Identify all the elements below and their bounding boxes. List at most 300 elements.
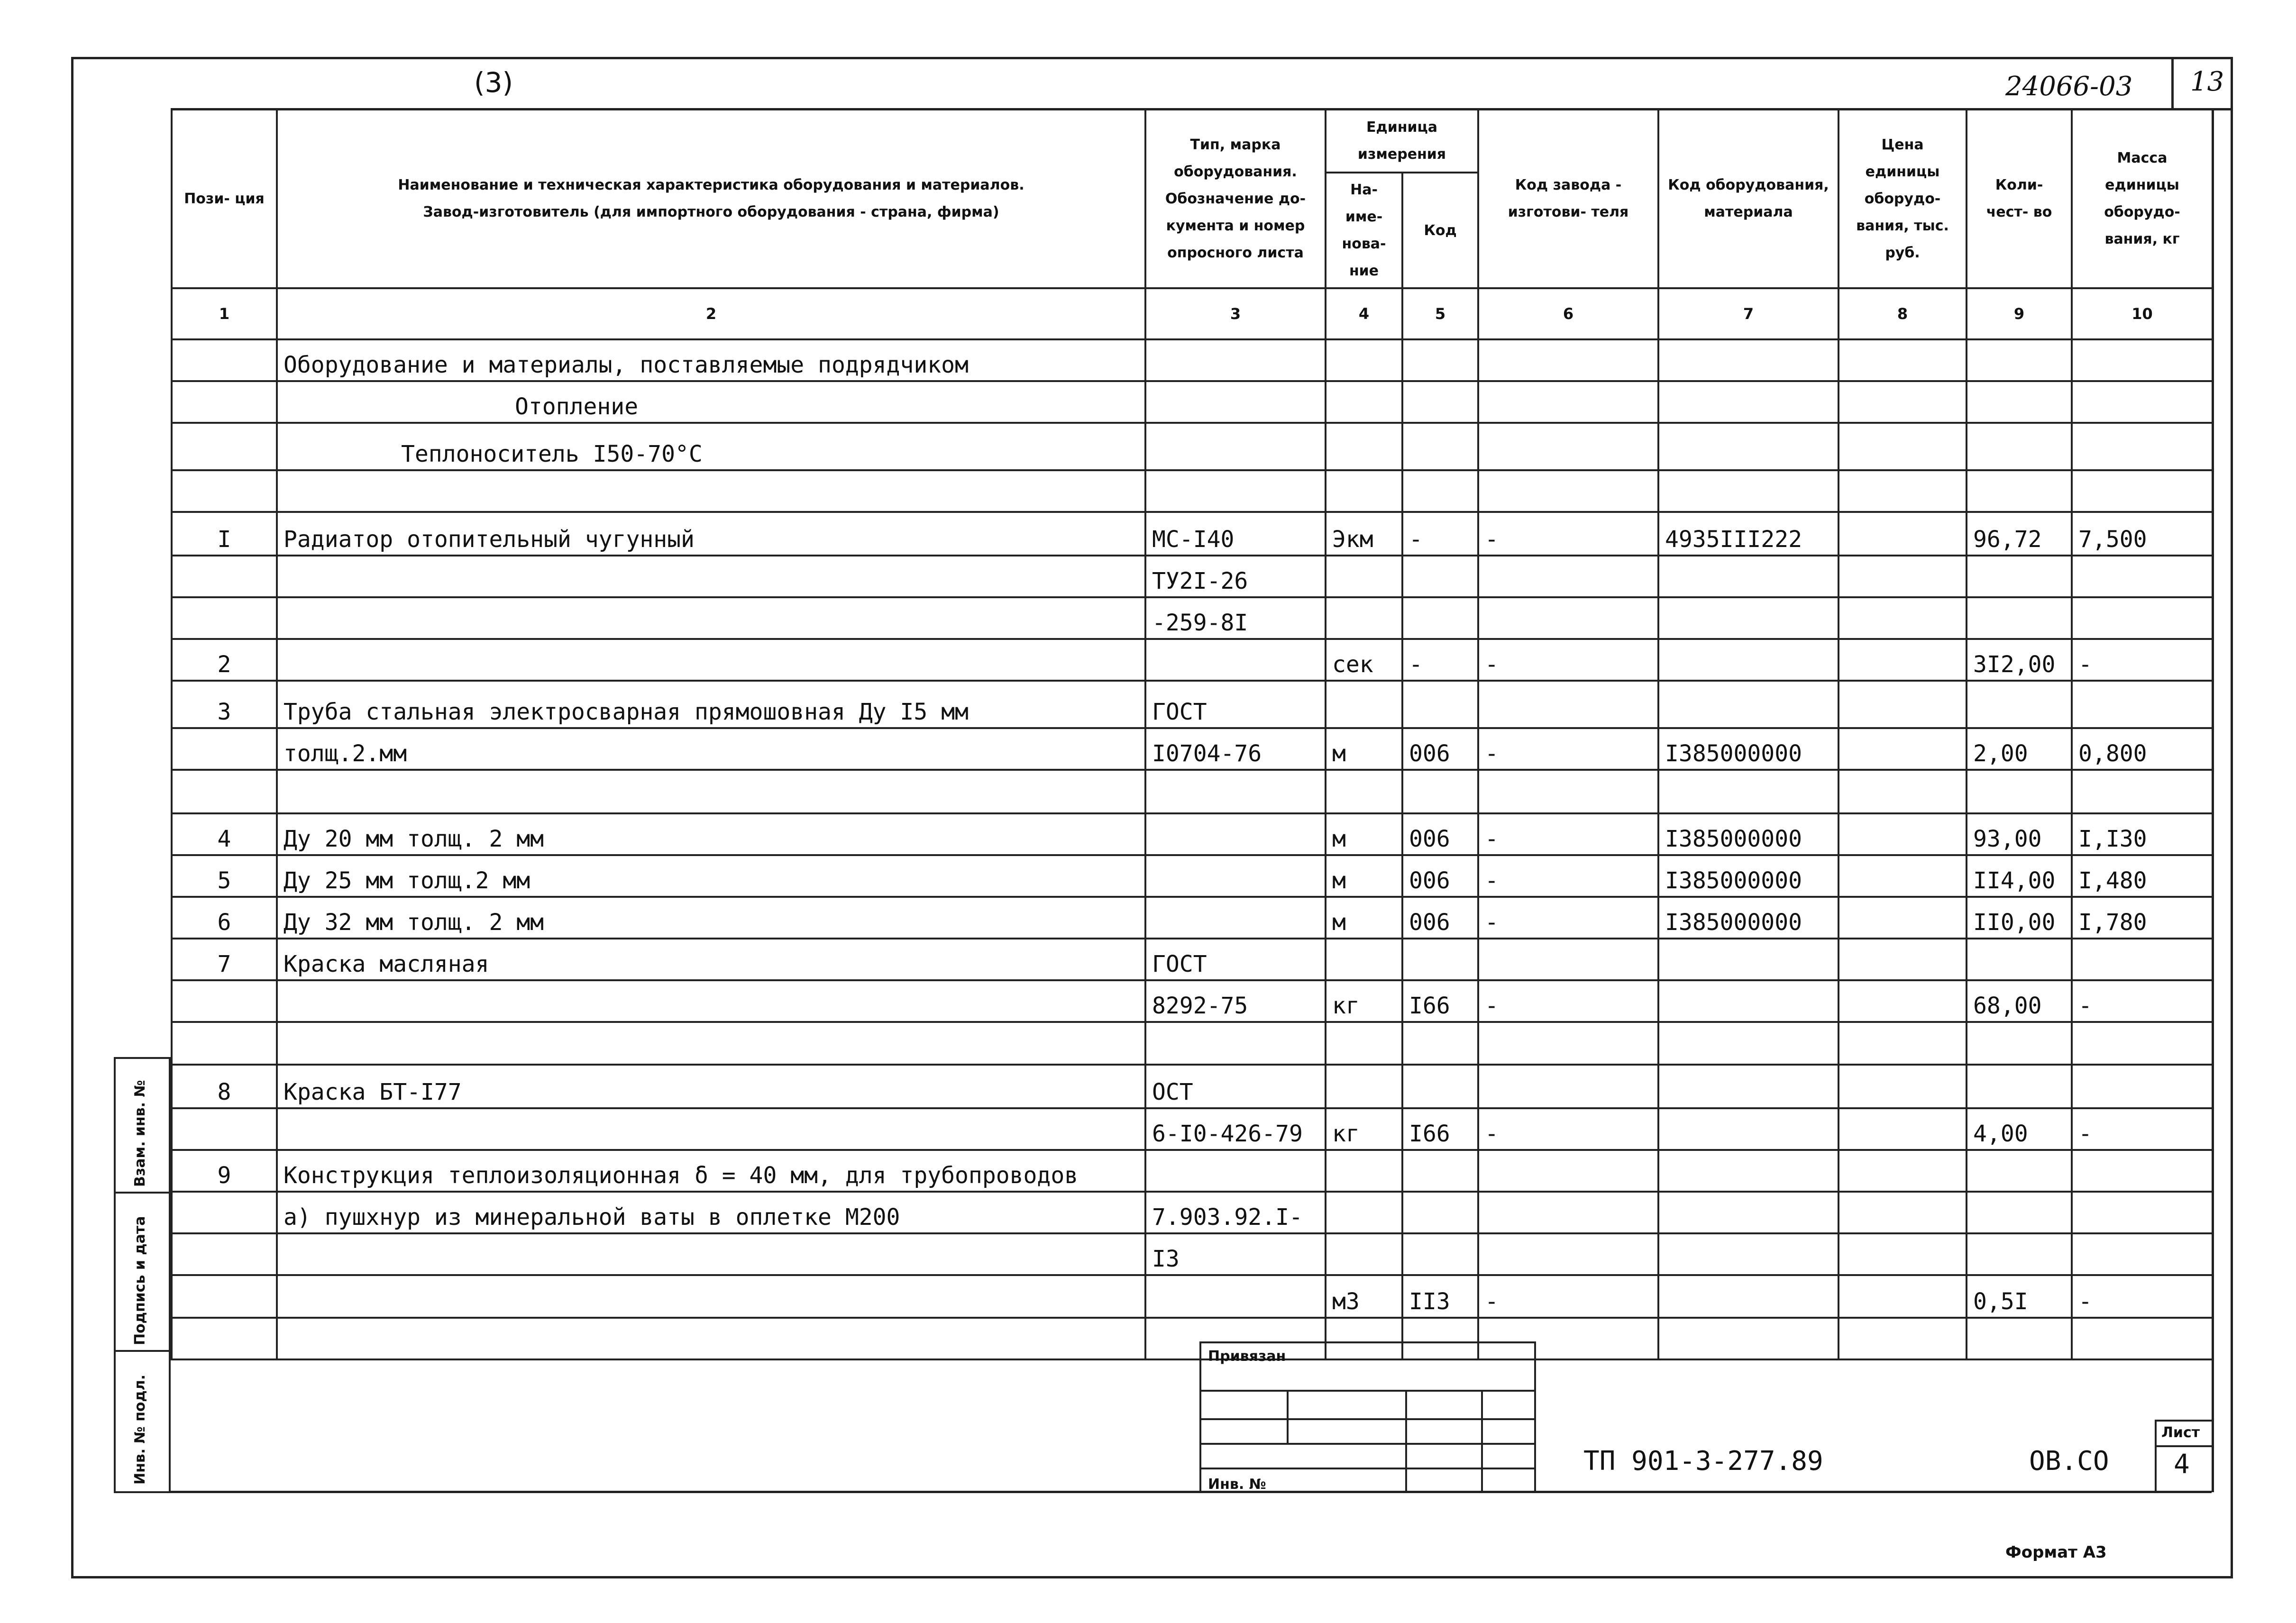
table-cell: II4,00 bbox=[1967, 855, 2072, 897]
table-cell bbox=[1326, 597, 1402, 639]
table-cell: 2,00 bbox=[1967, 728, 2072, 770]
table-cell bbox=[1658, 381, 1839, 423]
table-row bbox=[172, 1150, 2213, 1192]
table-cell bbox=[277, 1318, 1145, 1359]
table-cell: Теплоноситель I50-70°C bbox=[277, 423, 1145, 470]
table-cell: м bbox=[1326, 813, 1402, 855]
table-cell bbox=[2072, 770, 2213, 813]
table-cell: Ду 20 мм толщ. 2 мм bbox=[277, 813, 1145, 855]
table-cell bbox=[1326, 381, 1402, 423]
table-cell: - bbox=[1478, 1108, 1658, 1150]
table-cell bbox=[1402, 381, 1478, 423]
table-cell bbox=[1658, 770, 1839, 813]
table-cell: 0,800 bbox=[2072, 728, 2213, 770]
table-cell: Конструкция теплоизоляционная δ = 40 мм, для трубопроводов bbox=[277, 1150, 1145, 1192]
table-cell: I,I30 bbox=[2072, 813, 2213, 855]
table-cell bbox=[1478, 1233, 1658, 1275]
table-cell bbox=[1402, 1150, 1478, 1192]
table-row bbox=[172, 1318, 2213, 1359]
table-cell bbox=[2072, 681, 2213, 728]
table-cell bbox=[277, 1022, 1145, 1065]
table-cell: м bbox=[1326, 897, 1402, 939]
table-cell: 006 bbox=[1402, 728, 1478, 770]
table-row bbox=[172, 1233, 2213, 1275]
stamp-line bbox=[1201, 1468, 1534, 1469]
column-number: 4 bbox=[1326, 288, 1402, 339]
table-cell bbox=[1478, 556, 1658, 597]
table-cell bbox=[1326, 1233, 1402, 1275]
table-row bbox=[172, 1065, 2213, 1108]
table-cell bbox=[172, 381, 277, 423]
table-cell bbox=[1839, 1233, 1967, 1275]
table-cell: - bbox=[2072, 639, 2213, 681]
table-cell bbox=[172, 1233, 277, 1275]
table-cell: I66 bbox=[1402, 980, 1478, 1022]
table-cell bbox=[1326, 339, 1402, 381]
stamp-divider bbox=[1287, 1390, 1289, 1444]
table-cell bbox=[1145, 897, 1326, 939]
table-cell: - bbox=[1402, 512, 1478, 556]
table-cell bbox=[1658, 980, 1839, 1022]
table-cell: 93,00 bbox=[1967, 813, 2072, 855]
table-cell bbox=[172, 423, 277, 470]
table-cell bbox=[172, 1318, 277, 1359]
table-cell: -259-8I bbox=[1145, 597, 1326, 639]
table-cell: 3I2,00 bbox=[1967, 639, 2072, 681]
table-row bbox=[172, 556, 2213, 597]
table-cell bbox=[172, 470, 277, 512]
table-cell bbox=[1839, 1108, 1967, 1150]
table-cell bbox=[172, 1108, 277, 1150]
table-cell: Ду 25 мм толщ.2 мм bbox=[277, 855, 1145, 897]
col-header-type: Тип, марка оборудования. Обозначение до- кумента и номер опросного листа bbox=[1145, 109, 1326, 288]
table-cell bbox=[1967, 339, 2072, 381]
table-cell bbox=[1967, 1150, 2072, 1192]
table-cell bbox=[172, 1192, 277, 1233]
col-header-mass: Масса единицы оборудо- вания, кг bbox=[2072, 109, 2213, 288]
table-row bbox=[172, 681, 2213, 728]
table-row bbox=[172, 1192, 2213, 1233]
table-cell bbox=[1478, 939, 1658, 980]
table-cell: 9 bbox=[172, 1150, 277, 1192]
table-cell: I385000000 bbox=[1658, 855, 1839, 897]
table-row bbox=[172, 813, 2213, 855]
column-number: 1 bbox=[172, 288, 277, 339]
table-cell bbox=[1839, 770, 1967, 813]
col-header-equipment-code: Код оборудования, материала bbox=[1658, 109, 1839, 288]
table-cell bbox=[1402, 1065, 1478, 1108]
table-cell bbox=[277, 1108, 1145, 1150]
table-cell bbox=[1326, 1192, 1402, 1233]
table-cell: I,480 bbox=[2072, 855, 2213, 897]
table-cell: 3 bbox=[172, 681, 277, 728]
col-header-unit-code: Код bbox=[1402, 173, 1478, 288]
table-cell: ТУ2I-26 bbox=[1145, 556, 1326, 597]
table-cell bbox=[1478, 681, 1658, 728]
table-row bbox=[172, 939, 2213, 980]
column-number-row bbox=[172, 288, 2213, 339]
column-number: 9 bbox=[1967, 288, 2072, 339]
table-row bbox=[172, 728, 2213, 770]
table-cell bbox=[1478, 1150, 1658, 1192]
table-cell bbox=[2072, 339, 2213, 381]
table-cell bbox=[277, 470, 1145, 512]
table-cell bbox=[1326, 556, 1402, 597]
table-cell bbox=[1839, 381, 1967, 423]
table-cell bbox=[2072, 381, 2213, 423]
table-cell bbox=[1326, 1065, 1402, 1108]
sheet-number-box bbox=[2155, 1420, 2212, 1491]
table-cell bbox=[1402, 339, 1478, 381]
col-header-unit-name: На- име- нова- ние bbox=[1326, 173, 1402, 288]
table-cell: I,780 bbox=[2072, 897, 2213, 939]
table-cell: - bbox=[1478, 897, 1658, 939]
col-header-position: Пози- ция bbox=[172, 109, 277, 288]
table-cell bbox=[1967, 1022, 2072, 1065]
table-cell bbox=[1402, 770, 1478, 813]
table-cell bbox=[1326, 681, 1402, 728]
table-cell bbox=[1839, 339, 1967, 381]
stamp-bottom-line bbox=[171, 1491, 2212, 1493]
stamp-line bbox=[1201, 1418, 1534, 1420]
table-cell: МС-I40 bbox=[1145, 512, 1326, 556]
table-cell bbox=[1326, 470, 1402, 512]
archive-number: 24066-03 bbox=[2005, 71, 2133, 102]
stamp-divider bbox=[1405, 1390, 1407, 1492]
table-cell: ГОСТ bbox=[1145, 939, 1326, 980]
table-cell: - bbox=[2072, 1108, 2213, 1150]
table-cell bbox=[277, 1233, 1145, 1275]
document-code: ТП 901-3-277.89 bbox=[1583, 1446, 1823, 1477]
table-cell: II3 bbox=[1402, 1275, 1478, 1318]
table-cell bbox=[1478, 597, 1658, 639]
table-cell bbox=[1658, 556, 1839, 597]
table-cell: толщ.2.мм bbox=[277, 728, 1145, 770]
table-cell: Радиатор отопительный чугунный bbox=[277, 512, 1145, 556]
table-cell bbox=[1145, 770, 1326, 813]
stamp-line bbox=[1201, 1390, 1534, 1392]
table-cell: Экм bbox=[1326, 512, 1402, 556]
table-cell: м bbox=[1326, 855, 1402, 897]
table-cell bbox=[1967, 939, 2072, 980]
table-cell bbox=[1839, 423, 1967, 470]
table-cell bbox=[1402, 423, 1478, 470]
table-cell bbox=[1145, 423, 1326, 470]
table-cell bbox=[1967, 1065, 2072, 1108]
table-cell bbox=[1326, 939, 1402, 980]
table-cell bbox=[1839, 855, 1967, 897]
table-cell: 4,00 bbox=[1967, 1108, 2072, 1150]
table-cell bbox=[1839, 556, 1967, 597]
table-cell bbox=[1658, 681, 1839, 728]
table-cell bbox=[1839, 897, 1967, 939]
table-cell bbox=[172, 728, 277, 770]
table-cell: Оборудование и материалы, поставляемые подрядчиком bbox=[277, 339, 1145, 381]
table-cell bbox=[2072, 939, 2213, 980]
col-header-name-line1: Наименование и техническая характеристика оборудования и материалов. bbox=[398, 177, 1025, 193]
table-cell bbox=[1478, 423, 1658, 470]
table-cell bbox=[2072, 1150, 2213, 1192]
table-cell bbox=[2072, 470, 2213, 512]
table-cell bbox=[1145, 639, 1326, 681]
table-cell bbox=[1967, 1233, 2072, 1275]
table-cell: 6-I0-426-79 bbox=[1145, 1108, 1326, 1150]
table-cell bbox=[1402, 681, 1478, 728]
side-cell-replaced-inv bbox=[116, 1059, 169, 1194]
page-marker: (3) bbox=[474, 66, 513, 99]
table-cell: - bbox=[1478, 512, 1658, 556]
table-cell bbox=[1839, 1150, 1967, 1192]
table-cell: I3 bbox=[1145, 1233, 1326, 1275]
table-cell bbox=[1145, 381, 1326, 423]
table-row bbox=[172, 597, 2213, 639]
table-cell bbox=[172, 1022, 277, 1065]
side-label-replaced-inv: Взам. инв. № bbox=[132, 1080, 148, 1187]
table-cell bbox=[1839, 681, 1967, 728]
table-cell: - bbox=[2072, 980, 2213, 1022]
table-cell bbox=[1967, 597, 2072, 639]
column-number: 6 bbox=[1478, 288, 1658, 339]
table-cell: I385000000 bbox=[1658, 728, 1839, 770]
col-header-price: Цена единицы оборудо- вания, тыс. руб. bbox=[1839, 109, 1967, 288]
table-cell bbox=[1658, 423, 1839, 470]
table-cell bbox=[1326, 1150, 1402, 1192]
table-cell: 4 bbox=[172, 813, 277, 855]
table-cell bbox=[1658, 1065, 1839, 1108]
sheet-number-divider bbox=[2171, 57, 2174, 108]
table-cell bbox=[1402, 1022, 1478, 1065]
table-cell bbox=[1145, 1022, 1326, 1065]
table-cell: а) пушхнур из минеральной ваты в оплетке М200 bbox=[277, 1192, 1145, 1233]
table-row bbox=[172, 1022, 2213, 1065]
table-cell: Труба стальная электросварная прямошовная Ду I5 мм bbox=[277, 681, 1145, 728]
table-cell bbox=[1402, 470, 1478, 512]
table-cell bbox=[1402, 939, 1478, 980]
table-cell bbox=[1839, 1022, 1967, 1065]
table-cell bbox=[2072, 1192, 2213, 1233]
specification-table bbox=[171, 108, 2214, 1360]
table-cell bbox=[1839, 813, 1967, 855]
table-cell bbox=[172, 980, 277, 1022]
archive-sheet-number: 13 bbox=[2190, 66, 2224, 97]
table-cell: - bbox=[1478, 728, 1658, 770]
table-cell: 7.903.92.I- bbox=[1145, 1192, 1326, 1233]
table-cell bbox=[1658, 939, 1839, 980]
table-cell bbox=[1145, 339, 1326, 381]
table-cell bbox=[1839, 639, 1967, 681]
table-cell: I385000000 bbox=[1658, 813, 1839, 855]
table-cell bbox=[1967, 1192, 2072, 1233]
table-cell bbox=[1478, 770, 1658, 813]
table-cell bbox=[277, 597, 1145, 639]
table-cell: 2 bbox=[172, 639, 277, 681]
table-cell bbox=[1658, 1233, 1839, 1275]
sheet-code: ОВ.СО bbox=[2029, 1446, 2109, 1477]
table-cell bbox=[1967, 470, 2072, 512]
table-cell bbox=[277, 770, 1145, 813]
table-cell: м3 bbox=[1326, 1275, 1402, 1318]
sheet-number: 4 bbox=[2174, 1449, 2190, 1480]
table-cell bbox=[1967, 423, 2072, 470]
table-cell bbox=[2072, 597, 2213, 639]
table-cell bbox=[1145, 855, 1326, 897]
table-cell bbox=[1145, 470, 1326, 512]
table-cell bbox=[1326, 1022, 1402, 1065]
table-row bbox=[172, 512, 2213, 556]
column-number: 2 bbox=[277, 288, 1145, 339]
side-label-original-inv: Инв. № подл. bbox=[132, 1374, 148, 1485]
table-cell bbox=[1967, 1318, 2072, 1359]
table-cell bbox=[1839, 597, 1967, 639]
table-cell bbox=[1658, 1318, 1839, 1359]
table-cell: Краска БТ-I77 bbox=[277, 1065, 1145, 1108]
column-number: 3 bbox=[1145, 288, 1326, 339]
table-cell bbox=[1402, 556, 1478, 597]
table-cell: 4935III222 bbox=[1658, 512, 1839, 556]
table-cell: I385000000 bbox=[1658, 897, 1839, 939]
table-cell: 7,500 bbox=[2072, 512, 2213, 556]
table-row bbox=[172, 1108, 2213, 1150]
col-header-quantity: Коли- чест- во bbox=[1967, 109, 2072, 288]
table-cell bbox=[1658, 639, 1839, 681]
table-cell bbox=[1145, 813, 1326, 855]
table-cell: - bbox=[1478, 855, 1658, 897]
column-number: 10 bbox=[2072, 288, 2213, 339]
table-cell bbox=[1326, 423, 1402, 470]
table-cell: Отопление bbox=[277, 381, 1145, 423]
table-cell bbox=[1967, 381, 2072, 423]
table-cell bbox=[1839, 728, 1967, 770]
table-cell: 0,5I bbox=[1967, 1275, 2072, 1318]
table-cell bbox=[1145, 1150, 1326, 1192]
table-cell: сек bbox=[1326, 639, 1402, 681]
table-cell: 8292-75 bbox=[1145, 980, 1326, 1022]
table-cell bbox=[172, 770, 277, 813]
table-cell bbox=[2072, 1022, 2213, 1065]
table-row bbox=[172, 770, 2213, 813]
table-row bbox=[172, 639, 2213, 681]
table-cell bbox=[1658, 597, 1839, 639]
table-cell bbox=[277, 1275, 1145, 1318]
table-row bbox=[172, 381, 2213, 423]
col-header-name bbox=[277, 109, 1145, 288]
table-cell bbox=[2072, 1233, 2213, 1275]
table-cell bbox=[1402, 597, 1478, 639]
table-right-border bbox=[2212, 108, 2214, 1492]
table-cell bbox=[2072, 423, 2213, 470]
table-cell bbox=[1478, 1065, 1658, 1108]
table-cell bbox=[172, 339, 277, 381]
table-cell: - bbox=[1478, 813, 1658, 855]
table-cell bbox=[2072, 556, 2213, 597]
table-cell bbox=[277, 639, 1145, 681]
table-cell: - bbox=[1478, 980, 1658, 1022]
table-row bbox=[172, 339, 2213, 381]
table-cell bbox=[277, 556, 1145, 597]
stamp-line bbox=[2157, 1445, 2212, 1447]
table-cell: I0704-76 bbox=[1145, 728, 1326, 770]
stamp-divider bbox=[1481, 1390, 1483, 1492]
table-cell bbox=[1839, 512, 1967, 556]
table-cell bbox=[172, 556, 277, 597]
table-cell bbox=[1967, 770, 2072, 813]
side-label-signature: Подпись и дата bbox=[132, 1216, 148, 1345]
table-cell bbox=[1839, 939, 1967, 980]
column-number: 8 bbox=[1839, 288, 1967, 339]
table-row bbox=[172, 980, 2213, 1022]
table-cell: - bbox=[1402, 639, 1478, 681]
table-cell bbox=[1658, 1108, 1839, 1150]
table-cell bbox=[1478, 1192, 1658, 1233]
table-cell: II0,00 bbox=[1967, 897, 2072, 939]
format-label: Формат А3 bbox=[2005, 1543, 2107, 1562]
table-cell: ГОСТ bbox=[1145, 681, 1326, 728]
side-stamp bbox=[114, 1057, 171, 1493]
table-cell bbox=[1839, 980, 1967, 1022]
table-cell bbox=[172, 1275, 277, 1318]
table-cell bbox=[1658, 470, 1839, 512]
table-cell bbox=[1326, 770, 1402, 813]
table-cell bbox=[1658, 339, 1839, 381]
table-cell: - bbox=[1478, 1275, 1658, 1318]
table-cell bbox=[172, 597, 277, 639]
table-cell: ОСТ bbox=[1145, 1065, 1326, 1108]
table-cell bbox=[1967, 556, 2072, 597]
table-cell bbox=[1478, 1022, 1658, 1065]
table-cell: 8 bbox=[172, 1065, 277, 1108]
table-cell bbox=[1658, 1275, 1839, 1318]
inventory-label: Инв. № bbox=[1208, 1476, 1266, 1493]
table-cell: кг bbox=[1326, 980, 1402, 1022]
table-cell bbox=[1478, 339, 1658, 381]
col-header-factory-code: Код завода - изготови- теля bbox=[1478, 109, 1658, 288]
table-cell: 96,72 bbox=[1967, 512, 2072, 556]
binding-label: Привязан bbox=[1208, 1348, 1286, 1365]
table-row bbox=[172, 897, 2213, 939]
table-cell bbox=[1658, 1022, 1839, 1065]
table-cell bbox=[277, 980, 1145, 1022]
table-cell: - bbox=[2072, 1275, 2213, 1318]
table-cell bbox=[1839, 1318, 1967, 1359]
table-cell: - bbox=[1478, 639, 1658, 681]
table-cell: 006 bbox=[1402, 897, 1478, 939]
column-number: 5 bbox=[1402, 288, 1478, 339]
table-cell: кг bbox=[1326, 1108, 1402, 1150]
table-cell bbox=[1402, 1233, 1478, 1275]
table-cell: 5 bbox=[172, 855, 277, 897]
col-header-unit: Единица измерения bbox=[1326, 109, 1478, 173]
table-row bbox=[172, 470, 2213, 512]
table-cell bbox=[1839, 1275, 1967, 1318]
column-number: 7 bbox=[1658, 288, 1839, 339]
table-row bbox=[172, 1275, 2213, 1318]
table-cell bbox=[1478, 381, 1658, 423]
table-cell bbox=[1967, 681, 2072, 728]
table-cell bbox=[2072, 1318, 2213, 1359]
binding-stamp bbox=[1199, 1341, 1536, 1493]
table-cell: 7 bbox=[172, 939, 277, 980]
table-cell bbox=[1658, 1150, 1839, 1192]
table-cell: I bbox=[172, 512, 277, 556]
table-cell: Ду 32 мм толщ. 2 мм bbox=[277, 897, 1145, 939]
table-cell: 6 bbox=[172, 897, 277, 939]
table-cell bbox=[1478, 470, 1658, 512]
table-cell: 68,00 bbox=[1967, 980, 2072, 1022]
table-cell bbox=[2072, 1065, 2213, 1108]
col-header-name-line2: Завод-изготовитель (для импортного оборудования - страна, фирма) bbox=[423, 204, 999, 220]
side-cell-signature bbox=[116, 1194, 169, 1352]
table-cell bbox=[1839, 470, 1967, 512]
